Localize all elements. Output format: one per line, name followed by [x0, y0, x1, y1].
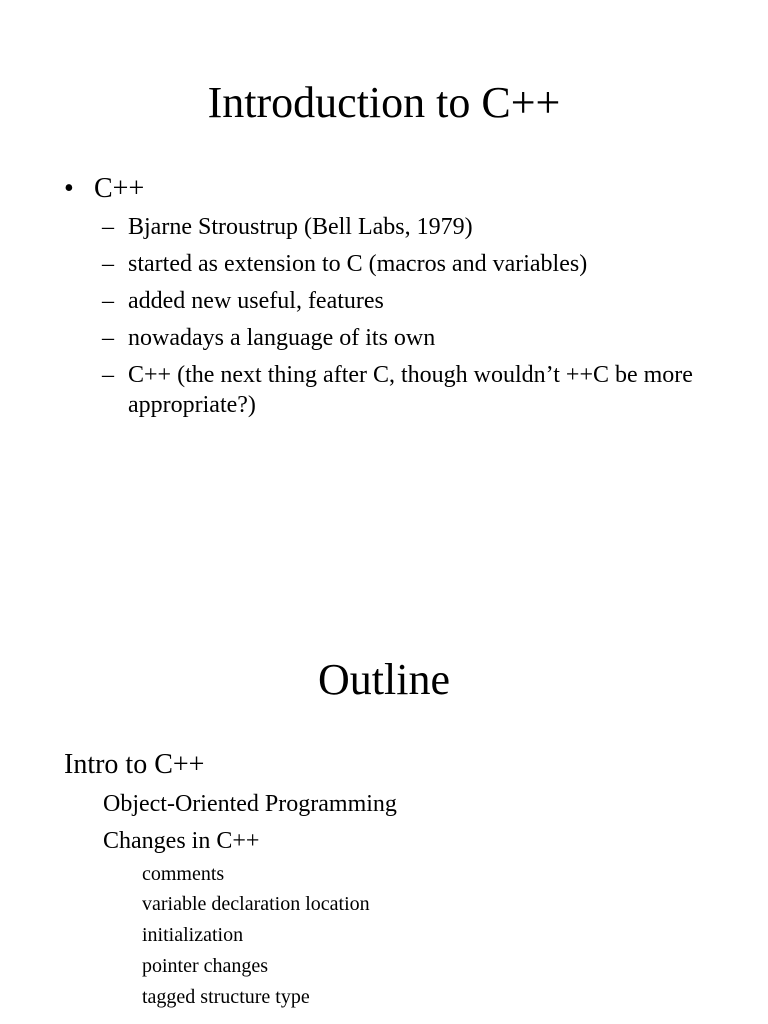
dash-marker: –	[102, 362, 114, 388]
outline-item-level3: variable declaration location	[142, 893, 370, 915]
bullet-marker: •	[64, 173, 74, 204]
dash-marker: –	[102, 251, 114, 277]
sub-bullet-item	[102, 286, 702, 316]
sub-bullet-item	[102, 249, 702, 279]
bullet-item	[64, 172, 144, 206]
bullet-text: C++	[94, 173, 145, 204]
outline-item-level3: comments	[142, 863, 225, 885]
slide-title: Introduction to C++	[207, 78, 561, 127]
outline-item-level3: pointer changes	[142, 955, 269, 977]
dash-marker: –	[102, 214, 114, 240]
outline-item-level3: tagged structure type	[142, 986, 310, 1008]
outline-item-level2: Object-Oriented Programming	[103, 791, 397, 817]
sub-bullet-list	[102, 212, 702, 427]
sub-bullet-text: started as extension to C (macros and variables)	[128, 251, 588, 277]
outline-item-level3: initialization	[142, 924, 244, 946]
sub-bullet-text: added new useful, features	[128, 288, 384, 314]
sub-bullet-item	[102, 323, 702, 353]
slide-title: Outline	[318, 655, 450, 704]
dash-marker: –	[102, 288, 114, 314]
sub-bullet-item	[102, 212, 702, 242]
outline-item-level1: Intro to C++	[64, 749, 205, 780]
sub-bullet-text: C++ (the next thing after C, though wouldn’t ++C be more appropriate?)	[128, 362, 693, 418]
sub-bullet-text: nowadays a language of its own	[128, 325, 436, 351]
dash-marker: –	[102, 325, 114, 351]
sub-bullet-item	[102, 360, 702, 420]
outline-item-level2: Changes in C++	[103, 828, 260, 854]
sub-bullet-text: Bjarne Stroustrup (Bell Labs, 1979)	[128, 214, 473, 240]
slide-outline	[0, 576, 768, 1024]
